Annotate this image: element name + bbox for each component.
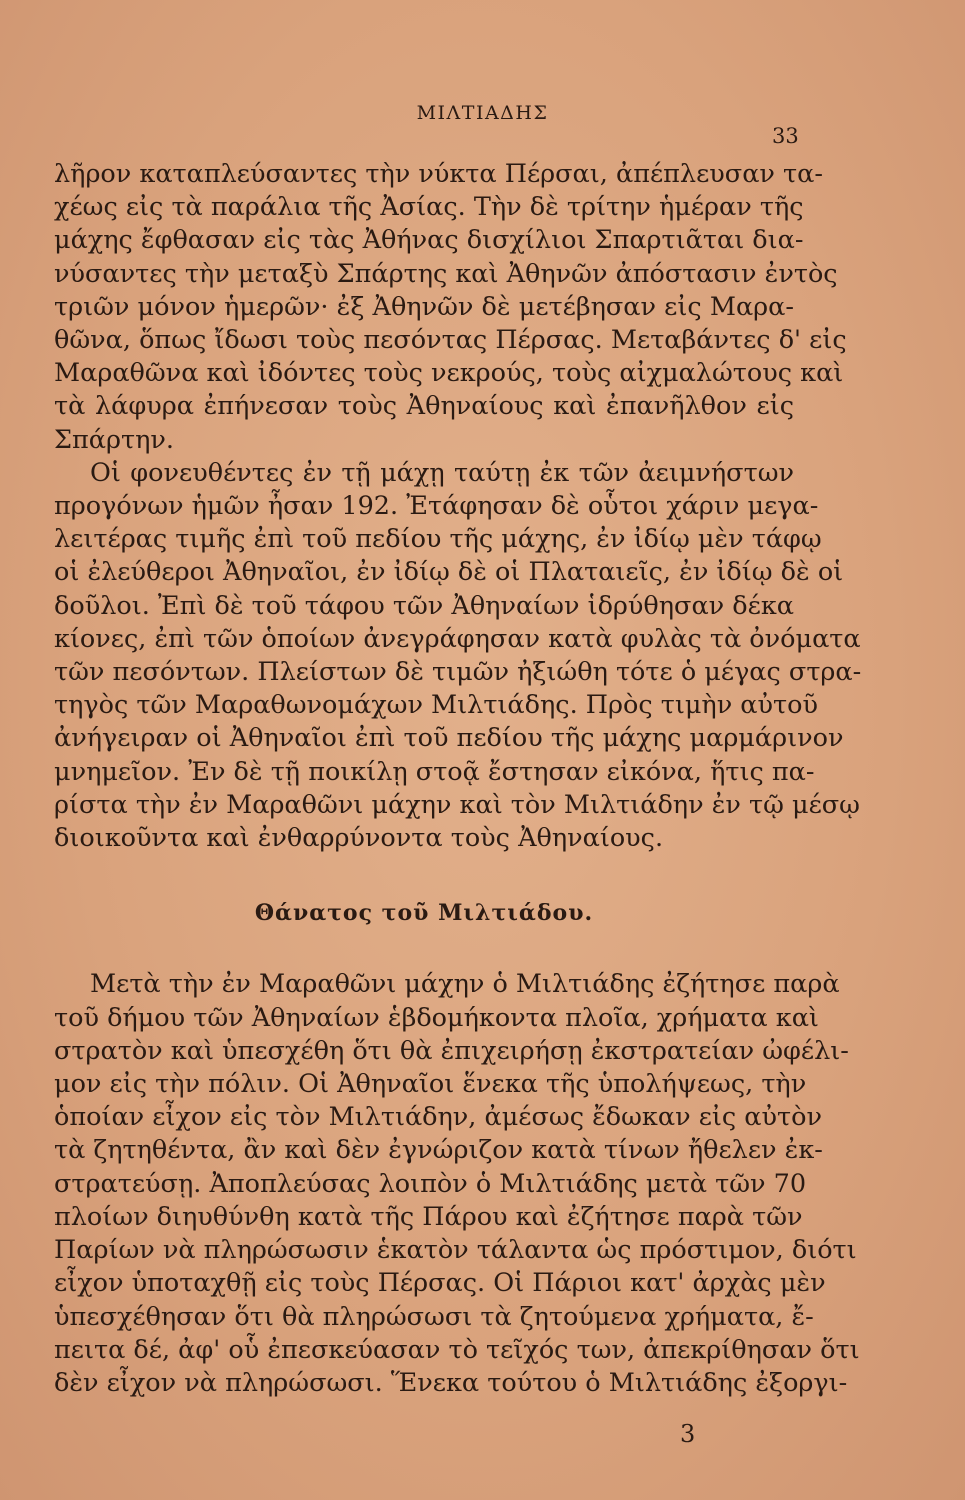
text-line: δὲν εἶχον νὰ πληρώσωσι. Ἕνεκα τούτου ὁ Μιλτιάδης ἐξοργι- (54, 1367, 848, 1398)
text-line: ρίστα τὴν ἐν Μαραθῶνι μάχην καὶ τὸν Μιλτιάδην ἐν τῷ μέσῳ (54, 789, 860, 820)
text-line: εἶχον ὑποταχθῇ εἰς τοὺς Πέρσας. Οἱ Πάριοι κατ' ἀρχὰς μὲν (54, 1268, 826, 1299)
text-line: χέως εἰς τὰ παράλια τῆς Ἀσίας. Τὴν δὲ τρίτην ἡμέραν τῆς (54, 192, 804, 223)
text-line: τῶν πεσόντων. Πλείστων δὲ τιμῶν ἠξιώθη τότε ὁ μέγας στρα- (54, 657, 862, 688)
text-line: μον εἰς τὴν πόλιν. Οἱ Ἀθηναῖοι ἕνεκα τῆς ὑπολήψεως, τὴν (54, 1069, 807, 1100)
text-line: Μετὰ τὴν ἐν Μαραθῶνι μάχην ὁ Μιλτιάδης ἐζήτησε παρὰ (90, 969, 840, 1000)
text-line: τὰ ζητηθέντα, ἂν καὶ δὲν ἐγνώριζον κατὰ τίνων ἤθελεν ἐκ- (54, 1135, 823, 1166)
body-text (54, 158, 862, 1400)
text-line: μνημεῖον. Ἐν δὲ τῇ ποικίλῃ στοᾷ ἔστησαν εἰκόνα, ἥτις πα- (54, 756, 815, 787)
text-line: προγόνων ἡμῶν ἦσαν 192. Ἐτάφησαν δὲ οὗτοι χάριν μεγα- (54, 491, 819, 522)
paragraph (54, 457, 862, 855)
text-line: λειτέρας τιμῆς ἐπὶ τοῦ πεδίου τῆς μάχης, ἐν ἰδίῳ μὲν τάφῳ (54, 524, 822, 555)
signature-mark: 3 (680, 1420, 696, 1448)
text-line: τοῦ δήμου τῶν Ἀθηναίων ἑβδομήκοντα πλοῖα, χρήματα καὶ (54, 1002, 819, 1033)
text-line: πειτα δέ, ἀφ' οὗ ἐπεσκεύασαν τὸ τεῖχός των, ἀπεκρίθησαν ὅτι (54, 1334, 860, 1365)
text-line: οἱ ἐλεύθεροι Ἀθηναῖοι, ἐν ἰδίῳ δὲ οἱ Πλαταιεῖς, ἐν ἰδίῳ δὲ οἱ (54, 557, 844, 588)
text-line: Μαραθῶνα καὶ ἰδόντες τοὺς νεκρούς, τοὺς αἰχμαλώτους καὶ (54, 358, 844, 389)
text-line: πλοίων διηυθύνθη κατὰ τῆς Πάρου καὶ ἐζήτησε παρὰ τῶν (54, 1201, 803, 1232)
paragraph (54, 158, 847, 457)
text-line: θῶνα, ὅπως ἴδωσι τοὺς πεσόντας Πέρσας. Μεταβάντες δ' εἰς (54, 325, 847, 356)
text-line: τηγὸς τῶν Μαραθωνομάχων Μιλτιάδης. Πρὸς τιμὴν αὐτοῦ (54, 690, 818, 721)
text-line: μάχης ἔφθασαν εἰς τὰς Ἀθήνας δισχίλιοι Σπαρτιᾶται δια- (54, 225, 804, 256)
paragraph (54, 968, 860, 1400)
text-line: στρατὸν καὶ ὑπεσχέθη ὅτι θὰ ἐπιχειρήσῃ ἐκστρατείαν ὠφέλι- (54, 1035, 849, 1066)
text-line: δοῦλοι. Ἐπὶ δὲ τοῦ τάφου τῶν Ἀθηναίων ἱδρύθησαν δέκα (54, 590, 794, 621)
text-line: ἀνήγειραν οἱ Ἀθηναῖοι ἐπὶ τοῦ πεδίου τῆς μάχης μαρμάρινον (54, 723, 844, 754)
text-line: ὑπεσχέθησαν ὅτι θὰ πληρώσωσι τὰ ζητούμενα χρήματα, ἔ- (54, 1301, 814, 1332)
section-heading: Θάνατος τοῦ Μιλτιάδου. (254, 900, 594, 927)
text-line: νύσαντες τὴν μεταξὺ Σπάρτης καὶ Ἀθηνῶν ἀπόστασιν ἐντὸς (54, 258, 838, 289)
text-line: στρατεύσῃ. Ἀποπλεύσας λοιπὸν ὁ Μιλτιάδης μετὰ τῶν 70 (54, 1168, 807, 1199)
text-line: τριῶν μόνον ἡμερῶν· ἐξ Ἀθηνῶν δὲ μετέβησαν εἰς Μαρα- (54, 291, 794, 322)
running-title: ΜΙΛΤΙΑΔΗΣ (416, 102, 549, 124)
text-line: λῆρον καταπλεύσαντες τὴν νύκτα Πέρσαι, ἀπέπλευσαν τα- (54, 159, 823, 189)
page-number: 33 (772, 124, 799, 148)
text-line: ὁποίαν εἶχον εἰς τὸν Μιλτιάδην, ἀμέσως ἔδωκαν εἰς αὐτὸν (54, 1102, 822, 1133)
text-line: κίονες, ἐπὶ τῶν ὁποίων ἀνεγράφησαν κατὰ φυλὰς τὰ ὀνόματα (54, 623, 861, 654)
text-line: διοικοῦντα καὶ ἐνθαρρύνοντα τοὺς Ἀθηναίους. (54, 823, 664, 854)
text-line: Παρίων νὰ πληρώσωσιν ἑκατὸν τάλαντα ὡς πρόστιμον, διότι (54, 1235, 857, 1266)
text-line: Οἱ φονευθέντες ἐν τῇ μάχῃ ταύτῃ ἐκ τῶν ἀειμνήστων (90, 457, 794, 488)
text-line: Σπάρτην. (54, 424, 174, 455)
text-line: τὰ λάφυρα ἐπήνεσαν τοὺς Ἀθηναίους καὶ ἐπανῆλθον εἰς (54, 391, 794, 422)
